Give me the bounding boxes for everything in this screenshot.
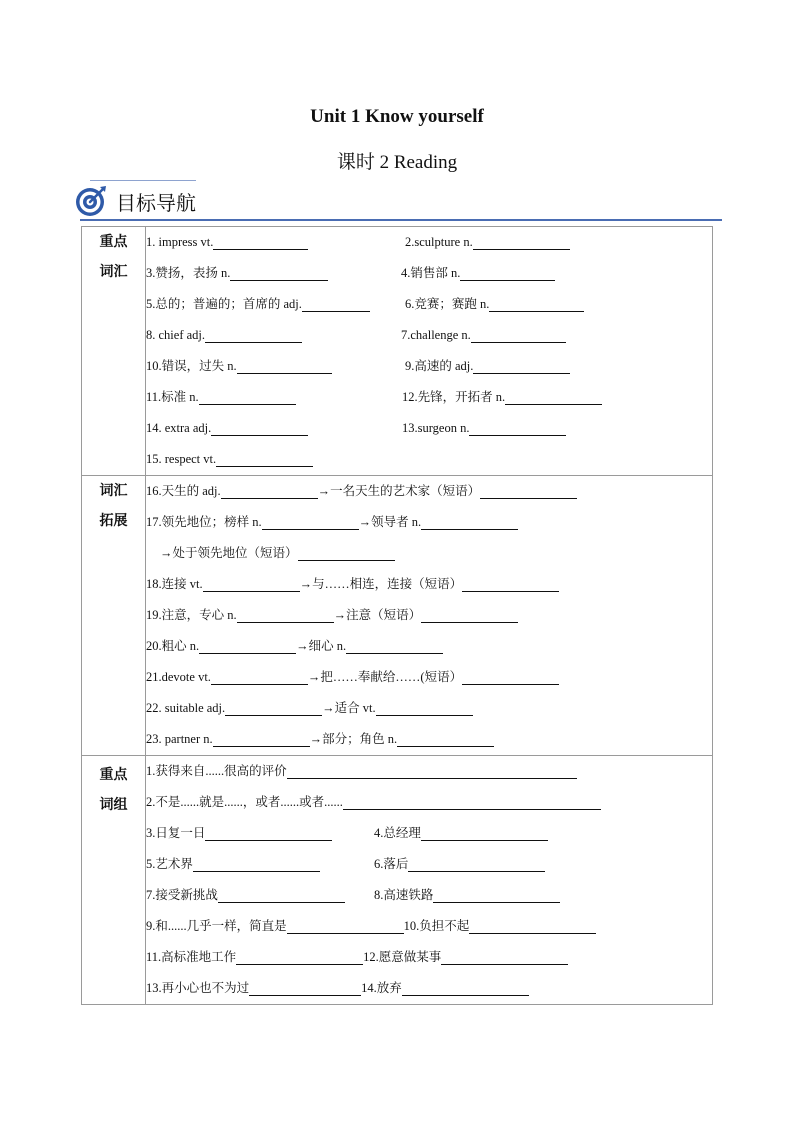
- list-item: →处于领先地位（短语）: [146, 538, 712, 569]
- answer-blank[interactable]: [421, 608, 518, 623]
- answer-blank[interactable]: [298, 546, 395, 561]
- list-item: 19.注意，专心 n. →注意（短语）: [146, 600, 712, 631]
- answer-blank[interactable]: [287, 764, 577, 779]
- list-item: 17.领先地位；榜样 n. →领导者 n.: [146, 507, 712, 538]
- page-title: Unit 1 Know yourself: [310, 106, 484, 127]
- list-item: 3.赞扬，表扬 n. 4.销售部 n.: [146, 258, 712, 289]
- answer-blank[interactable]: [237, 359, 332, 374]
- answer-blank[interactable]: [402, 981, 529, 996]
- list-item: 22. suitable adj. →适合 vt.: [146, 693, 712, 724]
- answer-blank[interactable]: [287, 919, 404, 934]
- answer-blank[interactable]: [216, 452, 313, 467]
- answer-blank[interactable]: [421, 826, 548, 841]
- section-label: 重点 词汇: [82, 227, 146, 476]
- answer-blank[interactable]: [397, 732, 494, 747]
- list-item: 5.总的；普遍的；首席的 adj. 6.竞赛；赛跑 n.: [146, 289, 712, 320]
- answer-blank[interactable]: [249, 981, 361, 996]
- list-item: 1. impress vt. 2.sculpture n.: [146, 227, 712, 258]
- answer-blank[interactable]: [225, 701, 322, 716]
- list-item: 2.不是......就是......，或者......或者......: [146, 787, 712, 818]
- answer-blank[interactable]: [262, 515, 359, 530]
- list-item: 3.日复一日 4.总经理: [146, 818, 712, 849]
- answer-blank[interactable]: [473, 235, 570, 250]
- answer-blank[interactable]: [193, 857, 320, 872]
- answer-blank[interactable]: [213, 732, 310, 747]
- section-label: 重点 词组: [82, 756, 146, 1005]
- answer-blank[interactable]: [203, 577, 300, 592]
- answer-blank[interactable]: [343, 795, 601, 810]
- list-item: 5.艺术界 6.落后: [146, 849, 712, 880]
- list-item: 18.连接 vt. →与……相连，连接（短语）: [146, 569, 712, 600]
- list-item: 9.和......几乎一样，简直是 10.负担不起: [146, 911, 712, 942]
- answer-blank[interactable]: [469, 421, 566, 436]
- list-item: 11.高标准地工作 12.愿意做某事: [146, 942, 712, 973]
- answer-blank[interactable]: [408, 857, 545, 872]
- answer-blank[interactable]: [199, 639, 296, 654]
- answer-blank[interactable]: [462, 670, 559, 685]
- list-item: 21.devote vt. →把……奉献给……(短语）: [146, 662, 712, 693]
- list-item: 20.粗心 n. →细心 n.: [146, 631, 712, 662]
- list-item: 23. partner n. →部分；角色 n.: [146, 724, 712, 755]
- answer-blank[interactable]: [205, 826, 332, 841]
- list-item: 16.天生的 adj. →一名天生的艺术家（短语）: [146, 476, 712, 507]
- worksheet-table: [81, 226, 713, 1005]
- section-heading: 目标导航: [116, 191, 196, 215]
- answer-blank[interactable]: [473, 359, 570, 374]
- answer-blank[interactable]: [230, 266, 328, 281]
- section-key-phrases: [82, 756, 713, 1005]
- section-key-vocabulary: [82, 227, 713, 476]
- answer-blank[interactable]: [441, 950, 568, 965]
- answer-blank[interactable]: [471, 328, 566, 343]
- answer-blank[interactable]: [462, 577, 559, 592]
- page-subtitle: 课时 2 Reading: [336, 152, 458, 173]
- answer-blank[interactable]: [421, 515, 518, 530]
- answer-blank[interactable]: [211, 670, 308, 685]
- nav-top-rule: [90, 180, 196, 181]
- answer-blank[interactable]: [480, 484, 577, 499]
- section-label: 词汇 拓展: [82, 476, 146, 756]
- list-item: 8. chief adj. 7.challenge n.: [146, 320, 712, 351]
- answer-blank[interactable]: [460, 266, 555, 281]
- answer-blank[interactable]: [211, 421, 308, 436]
- answer-blank[interactable]: [218, 888, 345, 903]
- target-icon: [74, 184, 108, 218]
- answer-blank[interactable]: [237, 608, 334, 623]
- list-item: 7.接受新挑战 8.高速铁路: [146, 880, 712, 911]
- list-item: 15. respect vt.: [146, 444, 712, 475]
- answer-blank[interactable]: [469, 919, 596, 934]
- answer-blank[interactable]: [205, 328, 302, 343]
- answer-blank[interactable]: [433, 888, 560, 903]
- answer-blank[interactable]: [346, 639, 443, 654]
- answer-blank[interactable]: [213, 235, 308, 250]
- list-item: 14. extra adj. 13.surgeon n.: [146, 413, 712, 444]
- answer-blank[interactable]: [302, 297, 370, 312]
- answer-blank[interactable]: [199, 390, 296, 405]
- answer-blank[interactable]: [505, 390, 602, 405]
- list-item: 13.再小心也不为过 14.放弃: [146, 973, 712, 1004]
- section-vocabulary-expansion: [82, 476, 713, 756]
- answer-blank[interactable]: [221, 484, 318, 499]
- list-item: 10.错误，过失 n. 9.高速的 adj.: [146, 351, 712, 382]
- list-item: 11.标准 n. 12.先锋，开拓者 n.: [146, 382, 712, 413]
- heading-rule: [80, 219, 722, 221]
- answer-blank[interactable]: [376, 701, 473, 716]
- list-item: 1.获得来自......很高的评价: [146, 756, 712, 787]
- answer-blank[interactable]: [236, 950, 363, 965]
- answer-blank[interactable]: [489, 297, 584, 312]
